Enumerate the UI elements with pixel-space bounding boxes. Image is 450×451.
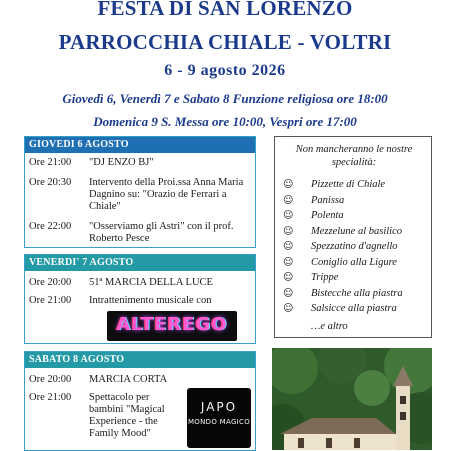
specialties-box [274, 136, 432, 338]
smiley-icon: ☺ [283, 287, 294, 299]
smiley-icon: ☺ [283, 303, 294, 314]
smiley-icon: ☺ [283, 256, 294, 268]
parish-title: PARROCCHIA CHIALE - VOLTRI [58, 30, 392, 54]
smiley-icon: ☺ [283, 225, 294, 237]
event-desc: MARCIA CORTA [89, 374, 168, 385]
event-desc: Spettacolo per bambini "Magical Experience - the Family Mood" [89, 392, 165, 439]
smiley-icon: ☺ [283, 241, 294, 252]
event-time: Ore 22:00 [29, 221, 72, 232]
specialty-label: Salsicce alla piastra [311, 303, 397, 314]
event-desc: 51ª MARCIA DELLA LUCE [89, 277, 213, 288]
specialty-label: Coniglio alla Ligure [311, 256, 397, 268]
weekday-service-times: Giovedì 6, Venerdì 7 e Sabato 8 Funzione religiosa ore 18:00 [62, 91, 388, 106]
day-heading: GIOVEDI 6 AGOSTO [25, 137, 255, 153]
festival-title: FESTA DI SAN LORENZO [97, 0, 353, 20]
sunday-service-times: Domenica 9 S. Messa ore 10:00, Vespri ore 17:00 [93, 114, 357, 129]
specialties-ending: …e altro [311, 321, 348, 332]
event-time: Ore 21:00 [29, 392, 72, 403]
specialty-label: Panissa [311, 194, 345, 206]
church-photo [272, 348, 432, 450]
smiley-icon: ☺ [283, 194, 294, 206]
day-heading: VENERDI' 7 AGOSTO [25, 255, 255, 271]
festival-dates: 6 - 9 agosto 2026 [164, 62, 286, 79]
japo-logo-subtitle: MONDO MAGICO [187, 418, 251, 426]
event-desc: "Osserviamo gli Astri" con il prof. Roberto Pesce [89, 221, 234, 244]
specialty-label: Pizzette di Chiale [311, 179, 386, 190]
japo-logo-title: JAPO [200, 400, 238, 414]
event-time: Ore 21:00 [29, 157, 72, 168]
event-time: Ore 20:00 [29, 277, 72, 288]
specialties-intro: Non mancheranno le nostre specialità: [295, 144, 413, 168]
specialty-label: Mezzelune al basilico [311, 225, 402, 237]
event-time: Ore 21:00 [29, 295, 72, 306]
smiley-icon: ☺ [283, 272, 294, 283]
japo-logo [187, 388, 251, 448]
specialty-label: Trippe [311, 272, 339, 283]
event-time: Ore 20:00 [29, 374, 72, 385]
smiley-icon: ☺ [283, 179, 294, 190]
event-desc: Intervento della Proi.ssa Anna Maria Dagnino su: "Orazio de Ferrari a Chiale" [89, 177, 244, 212]
alterego-logo-text: ALTEREGO [116, 314, 228, 335]
day-heading: SABATO 8 AGOSTO [25, 352, 255, 368]
specialty-label: Bistecche alla piastra [311, 287, 403, 299]
day-box-thursday [24, 136, 256, 248]
specialty-label: Polenta [311, 210, 344, 221]
event-time: Ore 20:30 [29, 177, 72, 188]
event-desc: Intrattenimento musicale con [89, 295, 212, 306]
alterego-logo [107, 311, 237, 341]
church-photo-image [272, 348, 432, 450]
smiley-icon: ☺ [283, 210, 294, 221]
day-box-saturday [24, 351, 256, 451]
event-desc: "DJ ENZO BJ" [89, 157, 154, 168]
specialty-label: Spezzatino d'agnello [311, 241, 398, 252]
day-box-friday [24, 254, 256, 344]
